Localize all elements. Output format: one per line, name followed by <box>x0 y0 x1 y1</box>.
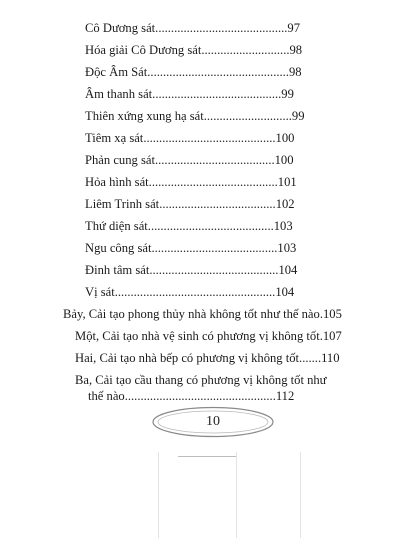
toc-entry-title: Đinh tâm sát <box>85 263 150 277</box>
toc-entry <box>85 197 295 212</box>
toc-entry <box>85 87 294 102</box>
bottom-rule <box>178 456 236 457</box>
toc-leader-dots: ........................................ <box>147 219 274 233</box>
toc-entry-title: Hai, Cải tạo nhà bếp có phương vị không tốt <box>75 351 300 365</box>
toc-leader-dots: ......................................... <box>148 175 278 189</box>
toc-entry-page: 98 <box>288 65 302 79</box>
faint-vertical-line <box>236 452 237 538</box>
toc-entry-page: 112 <box>275 389 295 403</box>
toc-entry-title: thế nào <box>88 389 125 403</box>
toc-entry-page: 103 <box>277 241 297 255</box>
toc-entry-title: Hỏa hình sát <box>85 175 149 189</box>
toc-leader-dots: ............................................. <box>147 65 289 79</box>
toc-entry <box>85 263 297 278</box>
toc-entry <box>75 351 340 366</box>
toc-leader-dots: ................................................ <box>124 389 276 403</box>
toc-entry-page: 100 <box>275 131 295 145</box>
toc-entry-page: 98 <box>289 43 303 57</box>
toc-entry <box>85 21 300 36</box>
toc-entry <box>75 373 327 388</box>
page-bottom-decoration <box>0 452 416 538</box>
toc-entry-page: 104 <box>275 285 295 299</box>
toc-entry <box>85 65 302 80</box>
toc-leader-dots: ......................................... <box>149 263 279 277</box>
toc-entry-page: 102 <box>275 197 295 211</box>
toc-leader-dots: ............................ <box>203 109 292 123</box>
toc-entry-title: Âm thanh sát <box>85 87 153 101</box>
toc-entry-title: Ba, Cải tạo cầu thang có phương vị không tốt như <box>75 373 327 387</box>
toc-leader-dots: ........................................ <box>151 241 278 255</box>
toc-entry-title: Bảy, Cải tạo phong thủy nhà không tốt như thế nào <box>63 307 320 321</box>
toc-entry-page: 104 <box>278 263 298 277</box>
toc-entry <box>85 43 302 58</box>
toc-leader-dots: . <box>319 307 323 321</box>
toc-entry <box>85 131 294 146</box>
toc-entry-page: 105 <box>322 307 342 321</box>
toc-entry-title: Độc Âm Sát <box>85 65 148 79</box>
toc-entry-title: Vị sát <box>85 285 115 299</box>
toc-entry-page: 110 <box>321 351 340 365</box>
toc-entry <box>85 175 297 190</box>
faint-vertical-line <box>300 452 301 538</box>
toc-entry <box>85 153 294 168</box>
toc-leader-dots: ................................................... <box>114 285 276 299</box>
page-number: 10 <box>206 414 220 429</box>
toc-entry-page: 99 <box>281 87 294 101</box>
toc-entry-title: Hóa giải Cô Dương sát <box>85 43 202 57</box>
toc-entry <box>85 219 293 234</box>
toc-entry-page: 103 <box>273 219 293 233</box>
toc-entry-title: Cô Dương sát <box>85 21 156 35</box>
toc-entry-title: Phản cung sát <box>85 153 155 167</box>
toc-leader-dots: ..................................... <box>159 197 276 211</box>
toc-entry-title: Tiêm xạ sát <box>85 131 144 145</box>
toc-entry <box>85 241 296 256</box>
toc-entry-title: Thiên xứng xung hạ sát <box>85 109 204 123</box>
toc-entry <box>85 109 305 124</box>
toc-entry-title: Một, Cải tạo nhà vệ sinh có phương vị không tốt <box>75 329 320 343</box>
toc-entry-page: 100 <box>274 153 294 167</box>
toc-entry <box>75 329 342 344</box>
toc-leader-dots: ...................................... <box>154 153 275 167</box>
toc-entry-page: 99 <box>291 109 305 123</box>
toc-leader-dots: ......................................... <box>152 87 282 101</box>
toc-entry <box>85 285 294 300</box>
toc-entry-title: Ngu công sát <box>85 241 152 255</box>
toc-entry-page: 101 <box>277 175 297 189</box>
page-number-badge <box>150 405 276 439</box>
toc-leader-dots: .......................................... <box>143 131 276 145</box>
toc-leader-dots: ....... <box>299 351 322 365</box>
toc-entry-page: 97 <box>287 21 300 35</box>
faint-vertical-line <box>158 452 159 538</box>
toc-entry-title: Thứ diện sát <box>85 219 148 233</box>
toc-leader-dots: . <box>319 329 323 343</box>
toc-leader-dots: .......................................... <box>155 21 288 35</box>
toc-entry-continuation <box>88 389 294 404</box>
toc-entry-title: Liêm Trinh sát <box>85 197 160 211</box>
toc-section-entry <box>63 307 342 322</box>
toc-entry-page: 107 <box>322 329 342 343</box>
toc-leader-dots: ............................ <box>201 43 290 57</box>
